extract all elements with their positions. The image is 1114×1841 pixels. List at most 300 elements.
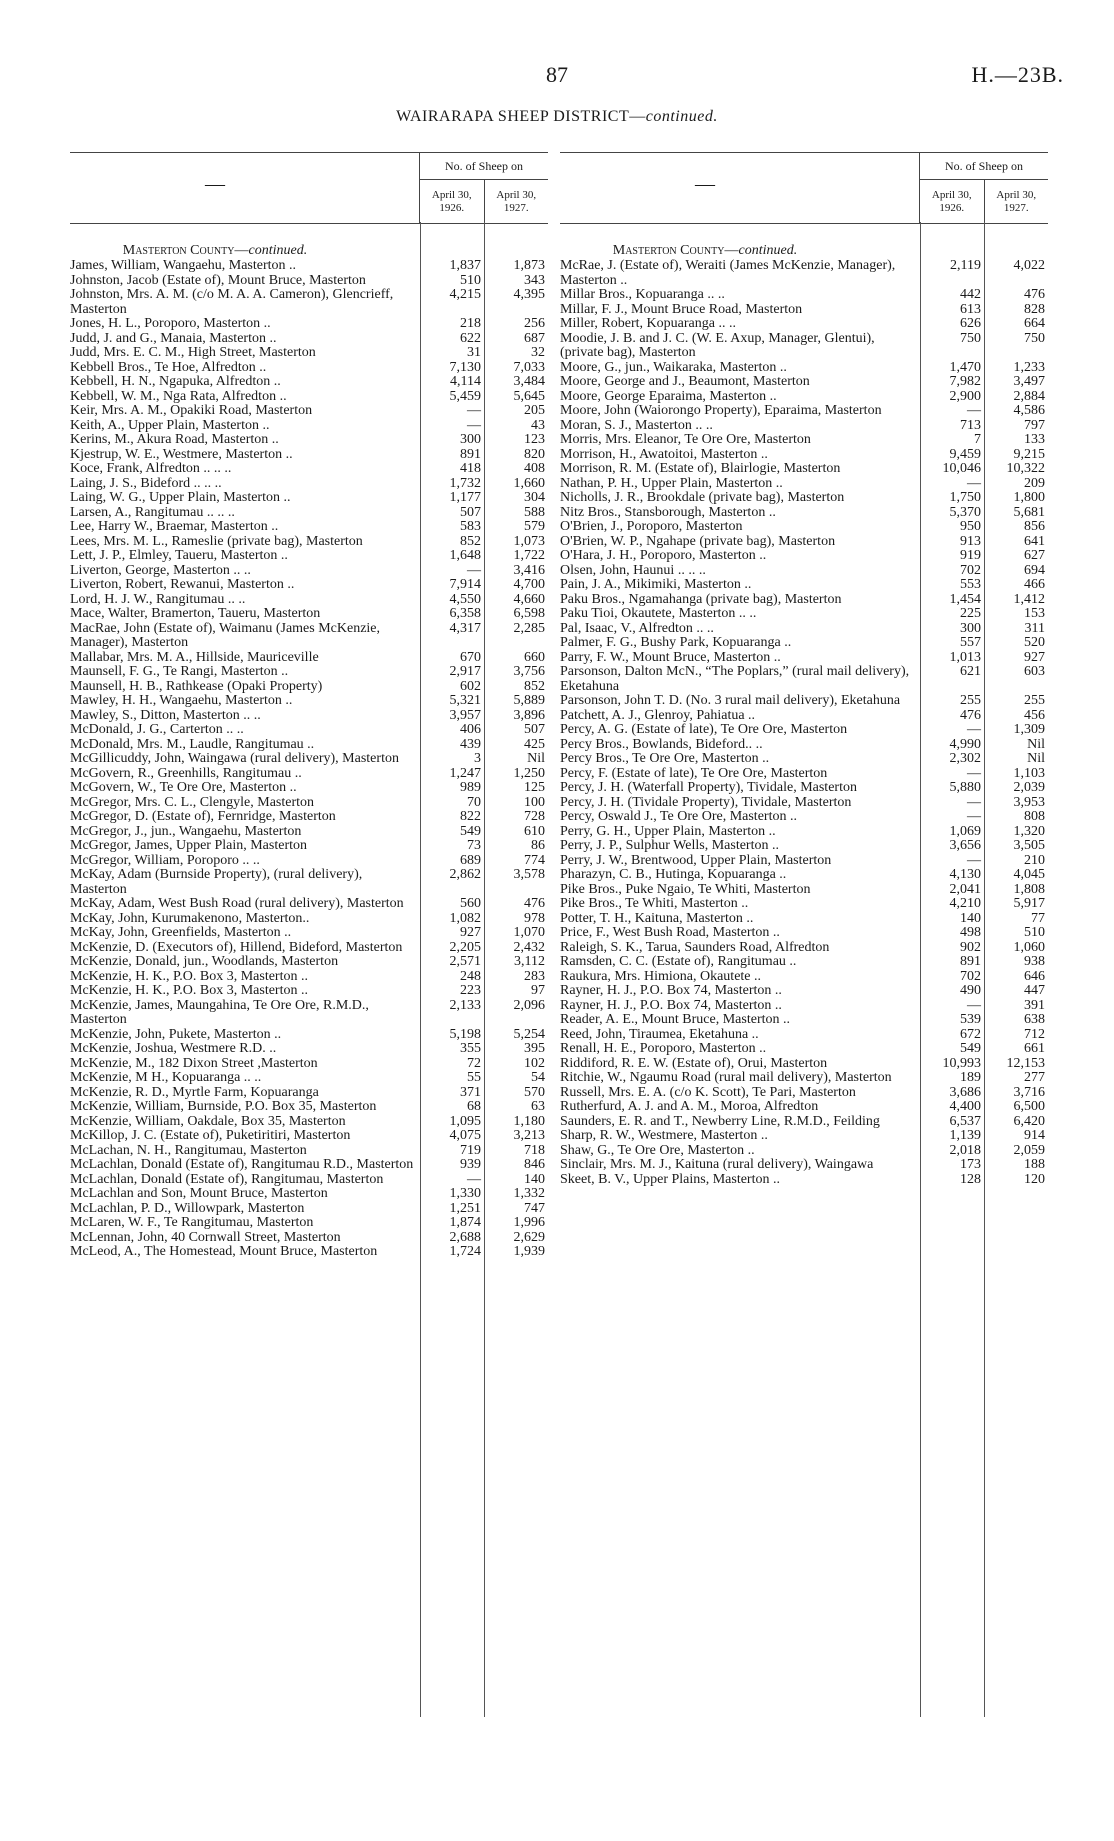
sheep-1927: 5,645 [513,388,545,404]
owner-name: Judd, J. and G., Manaia, Masterton .. [70,330,277,346]
owner-name: McGregor, James, Upper Plain, Masterton [70,838,307,853]
table-row [70,825,548,840]
document-reference: H.—23B. [971,62,1064,87]
table-row [70,665,548,680]
owner-name: Keir, Mrs. A. M., Opakiki Road, Masterton [70,403,313,418]
table-row [560,491,1048,506]
owner-name: Mallabar, Mrs. M. A., Hillside, Mauriceville [70,649,319,665]
table-row [560,520,1048,535]
right-section-heading [560,244,850,259]
sheep-1926: 2,917 [449,664,481,679]
sheep-1926: 702 [960,562,981,578]
sheep-1926: 6,537 [949,1113,981,1129]
sheep-1927: 728 [524,809,545,824]
table-row [70,564,548,579]
sheep-1927: 210 [1024,852,1045,868]
owner-name: Reader, A. E., Mount Bruce, Masterton .. [560,1012,791,1027]
sheep-1926: 1,874 [449,1215,481,1230]
table-row [70,506,548,521]
table-row [560,1057,1048,1072]
owner-name: Potter, T. H., Kaituna, Masterton .. [560,910,754,926]
sheep-1927: 3,578 [513,867,545,882]
sheep-1927: 86 [531,838,545,853]
owner-name: Koce, Frank, Alfredton .. .. .. [70,461,232,476]
right-header-col-1926: April 30, 1926. [931,189,972,214]
sheep-1926: 10,993 [942,1055,981,1071]
sheep-1926: 3,957 [449,707,481,723]
sheep-1927: 1,939 [513,1244,545,1259]
sheep-1927: 820 [524,446,545,462]
sheep-1927: 797 [1024,417,1045,433]
owner-name: Nathan, P. H., Upper Plain, Masterton .. [560,475,783,491]
sheep-1927: 520 [1024,635,1045,650]
table-row [560,448,1048,463]
right-header-group [919,153,1048,223]
table-row [560,651,1048,666]
owner-name: Kebbell, W. M., Nga Rata, Alfredton .. [70,388,287,404]
left-table-header [70,152,548,224]
sheep-1926: 719 [460,1142,481,1158]
sheep-1926: 498 [960,925,981,940]
owner-name: Palmer, F. G., Bushy Park, Kopuaranga .. [560,635,792,650]
sheep-1927: 4,700 [513,577,545,592]
table-row [560,259,1048,288]
sheep-1927: 283 [524,968,545,984]
sheep-1927: 3,716 [1013,1084,1045,1100]
owner-name: McGregor, Mrs. C. L., Clengyle, Masterton [70,794,315,810]
owner-name: Keith, A., Upper Plain, Masterton .. [70,417,270,433]
sheep-1926: 5,321 [449,693,481,708]
table-row [560,593,1048,608]
sheep-1926: 406 [460,722,481,737]
sheep-1926: 189 [960,1070,981,1085]
table-row [70,419,548,434]
owner-name: McGregor, D. (Estate of), Fernridge, Masterton [70,809,336,824]
sheep-1927: 391 [1024,997,1045,1013]
sheep-1926: 140 [960,910,981,926]
table-row [70,317,548,332]
owner-name: Laing, J. S., Bideford .. .. .. [70,475,222,491]
table-row [560,361,1048,376]
owner-name: McLachlan, Donald (Estate of), Rangitumau R.D., Masterton [70,1157,414,1172]
sheep-1927: 1,996 [513,1215,545,1230]
sheep-1927: Nil [527,751,545,766]
sheep-1927: 1,103 [1013,765,1045,781]
left-section-continued: continued. [248,243,308,258]
sheep-1927: 54 [531,1070,545,1085]
owner-name: McKenzie, John, Pukete, Masterton .. [70,1026,282,1042]
owner-name: Percy, J. H. (Tividale Property), Tividale, Masterton [560,794,852,810]
sheep-1926: 300 [960,620,981,636]
sheep-1926: 439 [460,736,481,752]
table-row [560,825,1048,840]
sheep-1927: 1,800 [1013,490,1045,505]
table-row [70,274,548,289]
owner-name: O'Brien, W. P., Ngahape (private bag), Masterton [560,533,836,549]
sheep-1926: 602 [460,678,481,694]
table-row [560,1129,1048,1144]
owner-name: McGregor, J., jun., Wangaehu, Masterton [70,823,302,839]
table-row [560,433,1048,448]
owner-name: McKay, Adam (Burnside Property), (rural delivery), Masterton [70,867,363,897]
page-number: 87 [546,62,568,87]
right-section-county: Masterton County— [612,243,739,258]
owner-name: McKenzie, Donald, jun., Woodlands, Masterton [70,954,339,969]
owner-name: McKillop, J. C. (Estate of), Puketiritiri, Masterton [70,1128,351,1143]
sheep-1927: 77 [1031,910,1045,926]
owner-name: Raukura, Mrs. Himiona, Okautete .. [560,968,762,984]
table-row [70,1129,548,1144]
table-row [70,941,548,956]
table-row [560,506,1048,521]
sheep-1927: 603 [1024,664,1045,679]
table-row [560,1071,1048,1086]
sheep-1926: 255 [960,693,981,708]
sheep-1927: 687 [524,330,545,346]
owner-name: McKay, Adam, West Bush Road (rural delivery), Masterton [70,896,404,911]
owner-name: McKenzie, M., 182 Dixon Street ,Masterton [70,1055,318,1071]
sheep-1926: 371 [460,1084,481,1100]
right-header-group-title: No. of Sheep on [920,153,1048,180]
owner-name: McKenzie, H. K., P.O. Box 3, Masterton .. [70,983,308,998]
table-row [70,404,548,419]
sheep-1927: 1,070 [513,925,545,940]
owner-name: McLeod, A., The Homestead, Mount Bruce, Masterton [70,1244,378,1259]
sheep-1927: 1,233 [1013,359,1045,375]
sheep-1927: 3,416 [513,562,545,578]
sheep-1927: 1,660 [513,475,545,491]
owner-name: McKenzie, H. K., P.O. Box 3, Masterton .. [70,968,308,984]
sheep-1927: 395 [524,1041,545,1056]
owner-name: Nitz Bros., Stansborough, Masterton .. [560,504,776,520]
owner-name: Pike Bros., Puke Ngaio, Te Whiti, Masterton [560,881,811,897]
sheep-1927: 188 [1024,1157,1045,1172]
sheep-1927: 747 [524,1200,545,1216]
owner-name: Perry, J. W., Brentwood, Upper Plain, Masterton [560,852,832,868]
owner-name: Judd, Mrs. E. C. M., High Street, Masterton [70,345,316,360]
sheep-1926: 510 [460,272,481,288]
owner-name: Renall, H. E., Poroporo, Masterton .. [560,1041,767,1056]
owner-name: Rayner, H. J., P.O. Box 74, Masterton .. [560,983,782,998]
sheep-1927: 3,213 [513,1128,545,1143]
table-row [70,738,548,753]
table-row [560,970,1048,985]
owner-name: Ritchie, W., Ngaumu Road (rural mail delivery), Masterton [560,1070,892,1085]
owner-name: Ramsden, C. C. (Estate of), Rangitumau .. [560,954,797,969]
sheep-1926: 902 [960,939,981,955]
sheep-1927: 304 [524,490,545,505]
sheep-1927: Nil [1027,736,1045,752]
table-row [70,448,548,463]
sheep-1926: 1,247 [449,765,481,781]
owner-name: Perry, J. P., Sulphur Wells, Masterton .. [560,838,779,853]
table-row [560,810,1048,825]
right-header-dash: — [695,173,715,195]
owner-name: Russell, Mrs. E. A. (c/o K. Scott), Te Pari, Masterton [560,1084,856,1100]
table-row [560,796,1048,811]
sheep-1927: 123 [524,432,545,447]
owner-name: McGovern, R., Greenhills, Rangitumau .. [70,765,302,781]
owner-name: Kerins, M., Akura Road, Masterton .. [70,432,279,447]
owner-name: Reed, John, Tiraumea, Eketahuna .. [560,1026,759,1042]
sheep-1927: 1,073 [513,533,545,549]
sheep-1927: 2,884 [1013,388,1045,404]
sheep-1927: 209 [1024,475,1045,491]
sheep-1927: 4,045 [1013,867,1045,882]
sheep-1926: 10,046 [942,461,981,476]
owner-name: McDonald, Mrs. M., Laudle, Rangitumau .. [70,736,315,752]
sheep-1927: 10,322 [1006,461,1045,476]
owner-name: McKenzie, William, Burnside, P.O. Box 35, Masterton [70,1099,377,1114]
table-row [70,694,548,709]
sheep-1927: 846 [524,1157,545,1172]
table-row [70,259,548,274]
table-row [560,607,1048,622]
owner-name: Maunsell, H. B., Rathkease (Opaki Property) [70,678,323,694]
table-row [560,738,1048,753]
sheep-1927: 3,497 [1013,374,1045,389]
owner-name: Laing, W. G., Upper Plain, Masterton .. [70,490,291,505]
table-row [560,1158,1048,1173]
sheep-1926: — [467,417,481,433]
owner-name: Lees, Mrs. M. L., Rameslie (private bag), Masterton [70,533,363,549]
owner-name: Pharazyn, C. B., Hutinga, Kopuaranga .. [560,867,787,882]
owner-name: Larsen, A., Rangitumau .. .. .. [70,504,235,520]
sheep-1926: — [967,794,981,810]
table-row [70,375,548,390]
sheep-1926: 1,724 [449,1244,481,1259]
sheep-1927: 408 [524,461,545,476]
right-rows [560,259,1048,1187]
sheep-1927: 978 [524,910,545,926]
sheep-1926: 2,133 [449,997,481,1013]
right-table-body [560,244,1048,1187]
sheep-1927: 6,598 [513,606,545,621]
sheep-1927: 5,254 [513,1026,545,1042]
left-header-col-1927: April 30, 1927. [484,180,549,223]
owner-name: Percy, A. G. (Estate of late), Te Ore Ore, Masterton [560,722,848,737]
sheep-1926: 4,210 [949,896,981,911]
table-row [70,1231,548,1246]
owner-name: Kebbell Bros., Te Hoe, Alfredton .. [70,359,267,375]
sheep-1926: 1,082 [449,910,481,926]
sheep-1927: 120 [1024,1171,1045,1187]
owner-name: Kjestrup, W. E., Westmere, Masterton .. [70,446,293,462]
owner-name: McKenzie, Joshua, Westmere R.D. .. [70,1041,277,1056]
sheep-1926: 418 [460,461,481,476]
sheep-1927: 5,681 [1013,504,1045,520]
owner-name: O'Brien, J., Poroporo, Masterton [560,519,743,534]
table-row [70,462,548,477]
table-row [70,346,548,361]
owner-name: McLaren, W. F., Te Rangitumau, Masterton [70,1215,314,1230]
owner-name: Mace, Walter, Bramerton, Taueru, Masterton [70,606,321,621]
sheep-1926: 1,139 [949,1128,981,1143]
owner-name: Parsonson, John T. D. (No. 3 rural mail delivery), Eketahuna [560,693,901,708]
owner-name: Mawley, S., Ditton, Masterton .. .. [70,707,261,723]
sheep-1927: 646 [1024,968,1045,984]
owner-name: O'Hara, J. H., Poroporo, Masterton .. [560,548,767,563]
sheep-1926: — [467,562,481,578]
sheep-1926: 670 [460,649,481,665]
table-row [70,1187,548,1202]
owner-name: Rayner, H. J., P.O. Box 74, Masterton .. [560,997,782,1013]
owner-name: Liverton, George, Masterton .. .. [70,562,251,578]
table-row [560,1100,1048,1115]
table-row [560,709,1048,724]
owner-name: McDonald, J. G., Carterton .. .. [70,722,244,737]
table-row [70,752,548,767]
table-row [70,651,548,666]
table-row [70,1071,548,1086]
sheep-1926: 4,130 [949,867,981,882]
left-header-group [419,153,548,223]
sheep-1927: 2,059 [1013,1142,1045,1158]
right-table [560,152,1048,1717]
sheep-1927: 133 [1024,432,1045,447]
table-row [560,752,1048,767]
sheep-1926: 672 [960,1026,981,1042]
sheep-1927: 5,917 [1013,896,1045,911]
sheep-1926: 173 [960,1157,981,1172]
table-row [70,593,548,608]
owner-name: Millar Bros., Kopuaranga .. .. [560,287,725,302]
sheep-1926: — [967,722,981,737]
sheep-1926: 70 [467,794,481,810]
sheep-1927: 205 [524,403,545,418]
sheep-1926: 852 [460,533,481,549]
sheep-1926: 1,648 [449,548,481,563]
sheep-1926: 300 [460,432,481,447]
sheep-1926: 583 [460,519,481,534]
owner-name: McRae, J. (Estate of), Weraiti (James McKenzie, Manager), Masterton .. [560,258,896,288]
sheep-1927: 2,629 [513,1229,545,1245]
left-header-dash: — [205,173,225,195]
sheep-1927: 664 [1024,316,1045,331]
owner-name: McLachlan, P. D., Willowpark, Masterton [70,1200,305,1216]
sheep-1926: 1,095 [449,1113,481,1129]
sheep-1926: 2,571 [449,954,481,969]
sheep-1927: 125 [524,780,545,795]
table-row [560,636,1048,651]
owner-name: Maunsell, F. G., Te Rangi, Masterton .. [70,664,289,679]
table-row [560,1115,1048,1130]
sheep-1926: 5,370 [949,504,981,520]
owner-name: Moran, S. J., Masterton .. .. [560,417,713,433]
owner-name: Patchett, A. J., Glenroy, Pahiatua .. [560,707,756,723]
sheep-1927: 1,332 [513,1186,545,1201]
table-row [70,1057,548,1072]
sheep-1927: 694 [1024,562,1045,578]
sheep-1926: 919 [960,548,981,563]
sheep-1927: 3,484 [513,374,545,389]
sheep-1926: 622 [460,330,481,346]
owner-name: Lee, Harry W., Braemar, Masterton .. [70,519,279,534]
sheep-1926: 927 [460,925,481,940]
sheep-1927: 914 [1024,1128,1045,1143]
owner-name: McGregor, William, Poroporo .. .. [70,852,260,868]
sheep-1926: 702 [960,968,981,984]
owner-name: McLennan, John, 40 Cornwall Street, Masterton [70,1229,341,1245]
sheep-1926: 68 [467,1099,481,1114]
table-row [560,854,1048,869]
owner-name: Price, F., West Bush Road, Masterton .. [560,925,780,940]
sheep-1927: 466 [1024,577,1045,592]
sheep-1927: 507 [524,722,545,737]
left-section-county: Masterton County— [122,243,249,258]
table-row [70,854,548,869]
sheep-1926: 248 [460,968,481,984]
sheep-1926: 72 [467,1055,481,1071]
sheep-1926: — [967,852,981,868]
owner-name: Moore, G., jun., Waikaraka, Masterton .. [560,359,787,375]
owner-name: McKenzie, R. D., Myrtle Farm, Kopuaranga [70,1084,319,1100]
sheep-1926: 549 [960,1041,981,1056]
right-section-continued: continued. [738,243,798,258]
table-row [70,607,548,622]
table-row [560,999,1048,1014]
owner-name: Lett, J. P., Elmley, Taueru, Masterton .. [70,548,288,563]
sheep-1926: 560 [460,896,481,911]
owner-name: McKay, John, Kurumakenono, Masterton.. [70,910,310,926]
table-row [70,535,548,550]
table-row [70,288,548,317]
sheep-1927: 63 [531,1099,545,1114]
sheep-1927: 660 [524,649,545,665]
sheep-1926: 1,251 [449,1200,481,1216]
owner-name: Moore, George Eparaima, Masterton .. [560,388,777,404]
sheep-1927: 1,808 [1013,881,1045,897]
table-row [70,578,548,593]
owner-name: Kebbell, H. N., Ngapuka, Alfredton .. [70,374,281,389]
table-row [560,549,1048,564]
sheep-1926: 549 [460,823,481,839]
sheep-1926: 2,018 [949,1142,981,1158]
sheep-1926: 891 [460,446,481,462]
table-row [70,709,548,724]
owner-name: McGillicuddy, John, Waingawa (rural delivery), Masterton [70,751,399,766]
table-row [560,332,1048,361]
sheep-1927: 3,896 [513,707,545,723]
sheep-1926: 2,041 [949,881,981,897]
sheep-1927: 638 [1024,1012,1045,1027]
sheep-1927: 588 [524,504,545,520]
sheep-1926: 913 [960,533,981,549]
sheep-1926: 557 [960,635,981,650]
sheep-1926: 225 [960,606,981,621]
table-row [70,796,548,811]
table-row [560,1144,1048,1159]
sheep-1926: 2,688 [449,1229,481,1245]
sheep-1927: 476 [1024,287,1045,302]
table-row [560,723,1048,738]
left-header-group-title: No. of Sheep on [420,153,548,180]
sheep-1927: 774 [524,852,545,868]
sheep-1927: 1,320 [1013,823,1045,839]
sheep-1926: 476 [960,707,981,723]
owner-name: McLachlan, Donald (Estate of), Rangitumau, Masterton [70,1171,384,1187]
title-continued: continued. [645,108,718,125]
owner-name: Percy, Oswald J., Te Ore Ore, Masterton .. [560,809,797,824]
sheep-1926: 1,177 [449,490,481,505]
table-row [70,477,548,492]
table-row [560,1042,1048,1057]
table-row [560,578,1048,593]
table-row [70,332,548,347]
sheep-1927: 4,395 [513,287,545,302]
left-rows [70,259,548,1260]
sheep-1926: 2,900 [949,388,981,404]
